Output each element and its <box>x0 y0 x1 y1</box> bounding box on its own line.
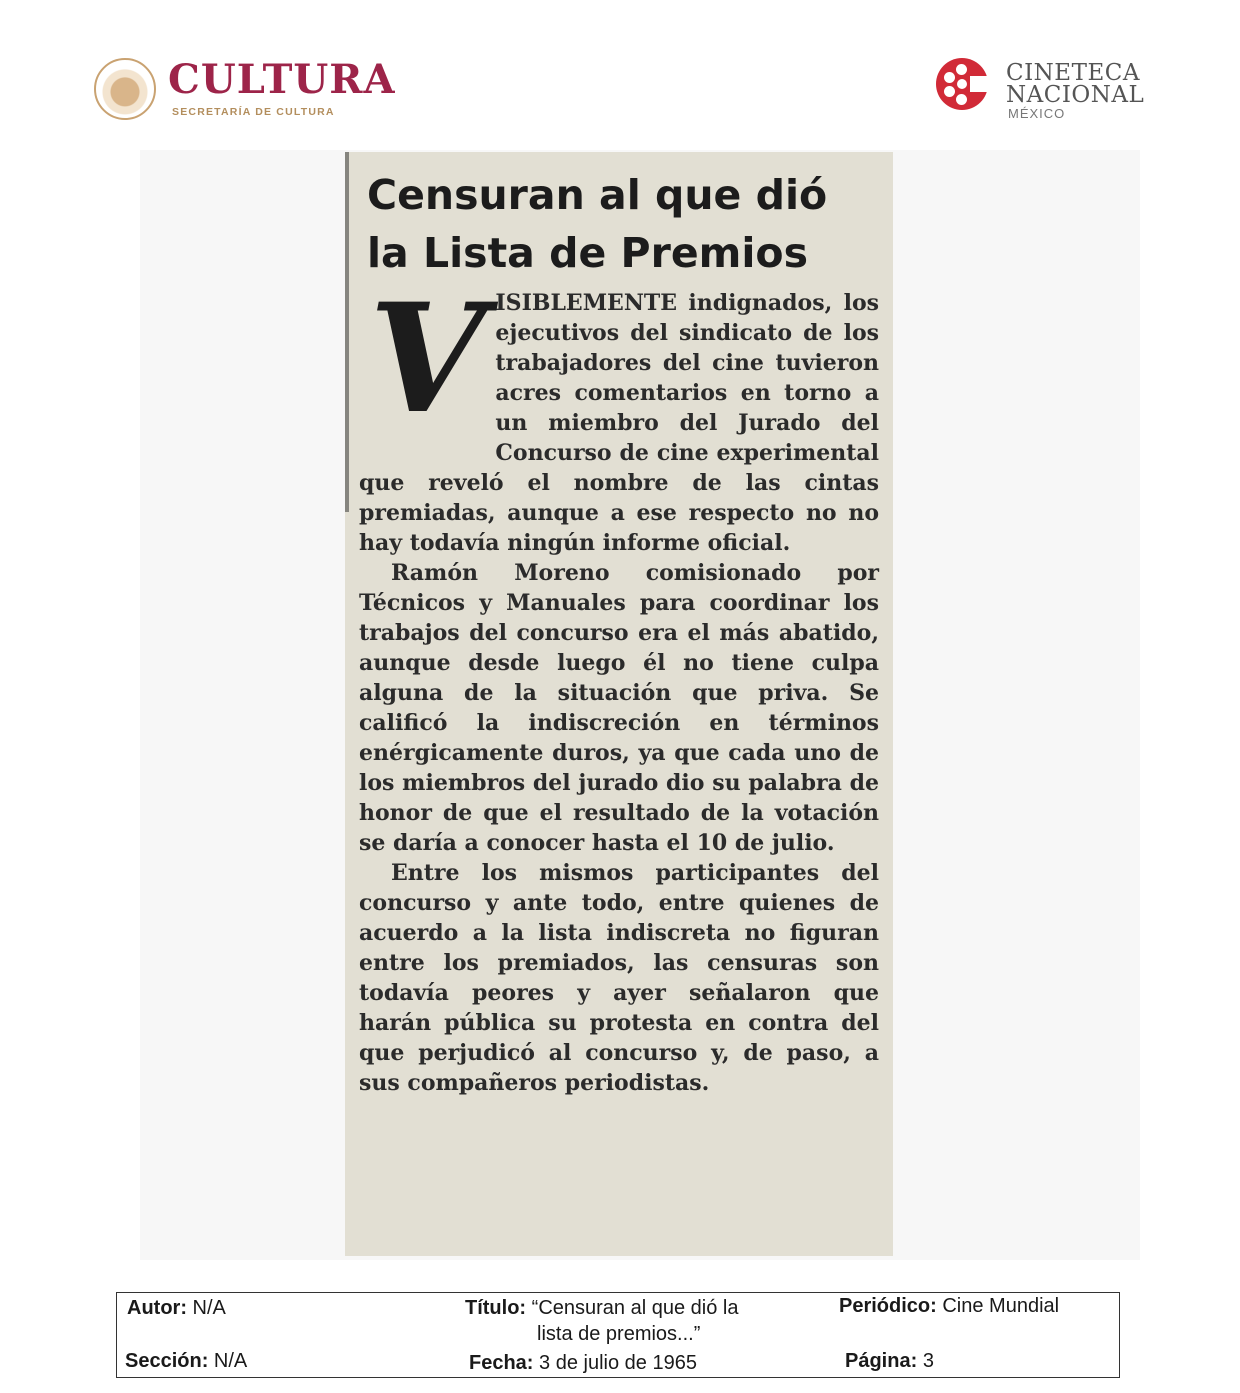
periodico-label: Periódico: <box>839 1295 937 1317</box>
pagina-label: Página: <box>845 1350 918 1372</box>
autor-label: Autor: <box>127 1297 187 1319</box>
newspaper-clipping <box>345 152 893 1256</box>
paragraph-2: Ramón Moreno comisionado por Técnicos y Manuales para coordinar los trabajos del concurso era el más abatido, aunque desde luego él no tiene culpa alguna de la situación que priva. Se calificó la indiscreción en términos enérgicamente duros, ya que cada uno de los miembros del jurado dio su palabra de honor de que el resultado de la votación se daría a conocer hasta el 10 de julio. <box>359 560 879 856</box>
titulo-field <box>465 1295 738 1347</box>
autor-field <box>127 1295 226 1321</box>
article-headline <box>367 166 883 282</box>
fecha-value: 3 de julio de 1965 <box>539 1352 697 1374</box>
fecha-field <box>469 1350 697 1376</box>
clipping-edge <box>345 152 349 512</box>
headline-line-2: la Lista de Premios <box>367 229 808 277</box>
titulo-value-line2: lista de premios...” <box>537 1323 701 1345</box>
cultura-subtitle: SECRETARÍA DE CULTURA <box>172 106 335 118</box>
paragraph-1-text: ISIBLEMENTE indignados, los ejecutivos del sindicato de los trabajadores del cine tuvieron acres comentarios en torno a un miembro del Jurado del Concurso de cine experimental que reveló el nombre de las cintas premiadas, aunque a ese respecto no no hay todavía ningún informe oficial. <box>359 290 879 556</box>
titulo-label: Título: <box>465 1297 527 1319</box>
paragraph-1 <box>359 271 879 558</box>
cineteca-line2: NACIONAL <box>1006 82 1145 108</box>
film-reel-icon <box>936 58 988 110</box>
metadata-box <box>116 1292 1120 1378</box>
periodico-value: Cine Mundial <box>942 1295 1060 1317</box>
seccion-label: Sección: <box>125 1350 209 1372</box>
cineteca-logo <box>936 58 1156 124</box>
cultura-logo <box>94 56 414 128</box>
article-body <box>359 271 879 1098</box>
seccion-value: N/A <box>213 1350 248 1372</box>
paragraph-3: Entre los mismos participantes del concurso y ante todo, entre quienes de acuerdo a la lista indiscreta no figuran entre los premiados, las censuras son todavía peores y ayer señalaron que harán pública su protesta en contra del que perjudicó al concurso y, de paso, a sus compañeros periodistas. <box>359 860 879 1096</box>
headline-line-1: Censuran al que dió <box>367 171 828 219</box>
fecha-label: Fecha: <box>469 1352 534 1374</box>
mexico-seal-icon <box>94 58 156 120</box>
cineteca-line1: CINETECA <box>1006 60 1140 86</box>
pagina-value: 3 <box>922 1350 934 1372</box>
periodico-field <box>839 1293 1059 1319</box>
drop-cap: V <box>369 271 486 447</box>
cineteca-country: MÉXICO <box>1008 106 1066 121</box>
seccion-field <box>125 1348 247 1374</box>
cultura-title: CULTURA <box>168 56 396 103</box>
autor-value: N/A <box>192 1297 226 1319</box>
titulo-value-line1: “Censuran al que dió la <box>531 1297 739 1319</box>
pagina-field <box>845 1348 934 1374</box>
